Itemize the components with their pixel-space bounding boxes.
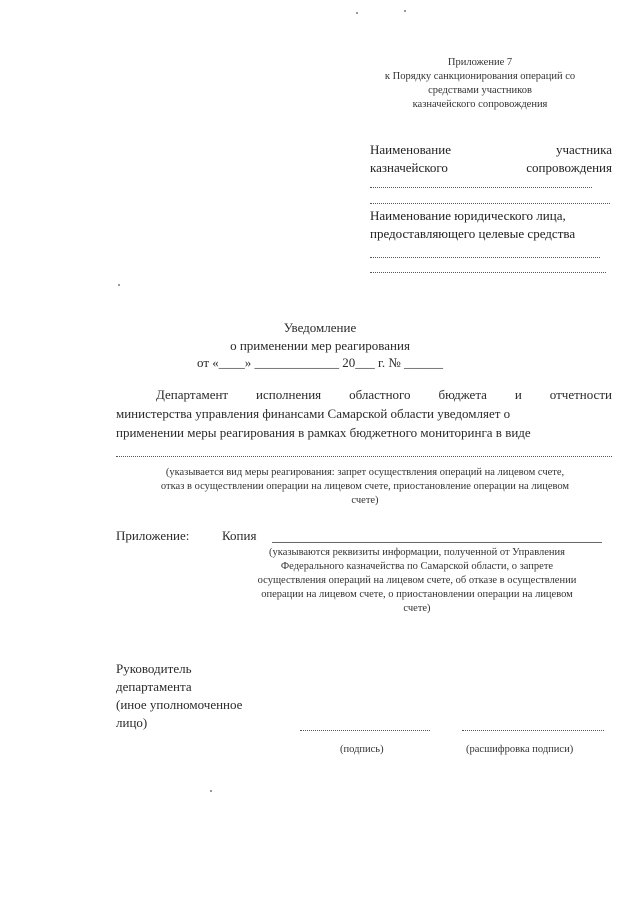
scan-speck bbox=[356, 12, 358, 14]
appendix-header bbox=[360, 56, 600, 112]
legal-entity-blank[interactable] bbox=[370, 272, 606, 273]
body-word: бюджета bbox=[438, 387, 487, 402]
body-line-2: министерства управления финансами Самарской области уведомляет о bbox=[116, 406, 511, 421]
hint-line: (указывается вид меры реагирования: запрет осуществления операций на лицевом счете, bbox=[165, 467, 565, 478]
hint-line: счете) bbox=[403, 603, 431, 614]
hint-line: операции на лицевом счете, о приостановлении операции на лицевом bbox=[261, 589, 573, 600]
signature-caption: (подпись) bbox=[340, 744, 384, 755]
signatory-line: лицо) bbox=[116, 715, 148, 730]
reaction-measure-hint bbox=[110, 466, 620, 508]
participant-label-word: сопровождения bbox=[526, 160, 612, 175]
scan-speck bbox=[210, 790, 212, 792]
legal-entity-blank[interactable] bbox=[370, 257, 600, 258]
notice-title: Уведомление bbox=[283, 320, 357, 335]
signature-transcript-caption: (расшифровка подписи) bbox=[466, 744, 574, 755]
appendix-line: к Порядку санкционирования операций со bbox=[384, 71, 576, 82]
appendix-line: казначейского сопровождения bbox=[412, 99, 548, 110]
body-word: Департамент bbox=[156, 387, 229, 402]
signatory-title bbox=[116, 660, 242, 732]
hint-line: (указываются реквизиты информации, полученной от Управления bbox=[269, 547, 565, 558]
signatory-line: (иное уполномоченное bbox=[116, 697, 243, 712]
attachment-copy-label: Копия bbox=[222, 528, 257, 543]
hint-line: осуществления операций на лицевом счете, об отказе в осуществлении bbox=[257, 575, 577, 586]
signature-transcript-blank[interactable] bbox=[462, 730, 604, 731]
body-word: областного bbox=[349, 387, 411, 402]
reaction-measure-blank[interactable] bbox=[116, 456, 612, 457]
appendix-line: Приложение 7 bbox=[447, 57, 513, 68]
participant-label-word: казначейского bbox=[370, 160, 448, 175]
body-word: отчетности bbox=[549, 387, 612, 402]
participant-label-word: Наименование bbox=[370, 142, 451, 157]
hint-line: счете) bbox=[351, 495, 379, 506]
body-line-3: применении меры реагирования в рамках бюджетного мониторинга в виде bbox=[116, 425, 531, 440]
legal-entity-line: Наименование юридического лица, bbox=[370, 208, 566, 223]
hint-line: Федерального казначейства по Самарской области, о запрете bbox=[280, 561, 554, 572]
signatory-line: Руководитель bbox=[116, 661, 192, 676]
legal-entity-line: предоставляющего целевые средства bbox=[370, 226, 576, 241]
scan-speck bbox=[118, 284, 120, 286]
signature-blank[interactable] bbox=[300, 730, 430, 731]
participant-name-blank[interactable] bbox=[370, 203, 610, 204]
scan-speck bbox=[404, 10, 406, 12]
signatory-line: департамента bbox=[116, 679, 192, 694]
participant-name-label bbox=[370, 141, 612, 177]
participant-label-word: участника bbox=[555, 142, 612, 157]
notice-date-line: от «____» _____________ 20___ г. № ______ bbox=[196, 355, 444, 370]
appendix-line: средствами участников bbox=[428, 85, 532, 96]
legal-entity-label bbox=[370, 207, 612, 243]
notice-subtitle: о применении мер реагирования bbox=[230, 338, 410, 353]
participant-name-blank[interactable] bbox=[370, 187, 592, 188]
attachment-hint bbox=[222, 546, 612, 616]
attachment-copy-blank[interactable] bbox=[272, 542, 602, 543]
body-word: и bbox=[514, 387, 522, 402]
hint-line: отказ в осуществлении операции на лицевом счете, приостановление операции на лицевом bbox=[160, 481, 570, 492]
attachment-label: Приложение: bbox=[116, 528, 190, 543]
body-word: исполнения bbox=[256, 387, 322, 402]
body-text bbox=[116, 386, 612, 404]
